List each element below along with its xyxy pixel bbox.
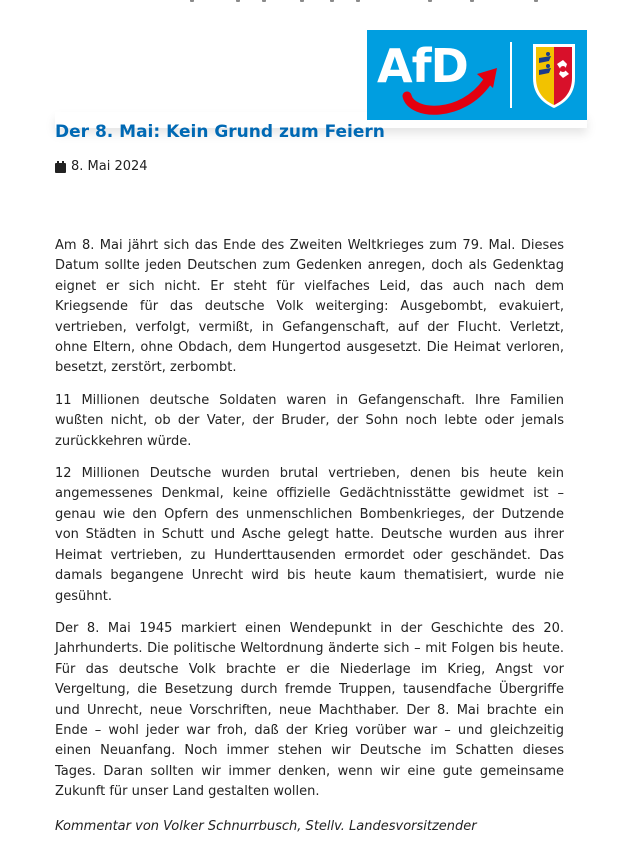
afd-logo[interactable] [367, 30, 587, 120]
coat-of-arms-icon [533, 44, 575, 108]
logo-wordmark: AfD [377, 39, 468, 93]
article-paragraph: 11 Millionen deutsche Soldaten waren in Gefangenschaft. Ihre Familien wußten nicht, ob der Vater, der Bruder, der Sohn noch lebte oder jemals zurückkehren würde. [55, 392, 564, 449]
logo-divider [510, 42, 512, 108]
top-cropped-strip [0, 0, 617, 4]
article-author-comment: Kommentar von Volker Schnurrbusch, Stellv. Landesvorsitzender [55, 818, 477, 834]
article-body [55, 236, 564, 849]
article-paragraph: Am 8. Mai jährt sich das Ende des Zweiten Weltkrieges zum 79. Mal. Dieses Datum sollte jeden Deutschen zum Gedenken anregen, doch als Gedenktag eignet er sich nicht. Er steht für vielfaches Leid, das auch nach dem Kriegsende für das deutsche Volk weiterging: Ausgebombt, evakuiert, vertrieben, verfolgt, vermißt, in Gefangenschaft, auf der Flucht. Verletzt, ohne Eltern, ohne Obdach, dem Hungertod ausgesetzt. Die Heimat verloren, besetzt, zerstört, zerbombt. [55, 238, 564, 376]
article-date-text: 8. Mai 2024 [71, 159, 148, 174]
calendar-icon [55, 161, 66, 173]
article-paragraph: Der 8. Mai 1945 markiert einen Wendepunkt in der Geschichte des 20. Jahrhunderts. Die politische Weltordnung änderte sich – mit Folgen bis heute. Für das deutsche Volk brachte er die Niederlage im Krieg, Angst vor Vergeltung, die Besetzung durch fremde Truppen, tausendfache Übergriffe und Unrecht, neue Vorschriften, neue Machthaber. Der 8. Mai brachte ein Ende – wohl jeder war froh, daß der Krieg vorüber war – und gleichzeitig einen Neuanfang. Noch immer stehen wir Deutsche im Schatten dieses Tages. Daran sollten wir immer denken, wenn wir eine gute gemeinsame Zukunft für unser Land gestalten wollen. [55, 620, 564, 800]
article-title: Der 8. Mai: Kein Grund zum Feiern [55, 122, 385, 142]
article-date [55, 158, 148, 176]
article-paragraph: 12 Millionen Deutsche wurden brutal vertrieben, denen bis heute kein angemessenes Denkmal, keine offizielle Gedächtnisstätte gewidmet ist – genau wie den Opfern des unmenschlichen Bombenkrieges, der Dutzende von Städten in Schutt und Asche gelegt hatte. Deutsche wurden aus ihrer Heimat vertrieben, zu Hunderttausenden ermordet oder geschändet. Das damals begangene Unrecht wird bis heute kaum thematisiert, wurde nie gesühnt. [55, 466, 564, 604]
